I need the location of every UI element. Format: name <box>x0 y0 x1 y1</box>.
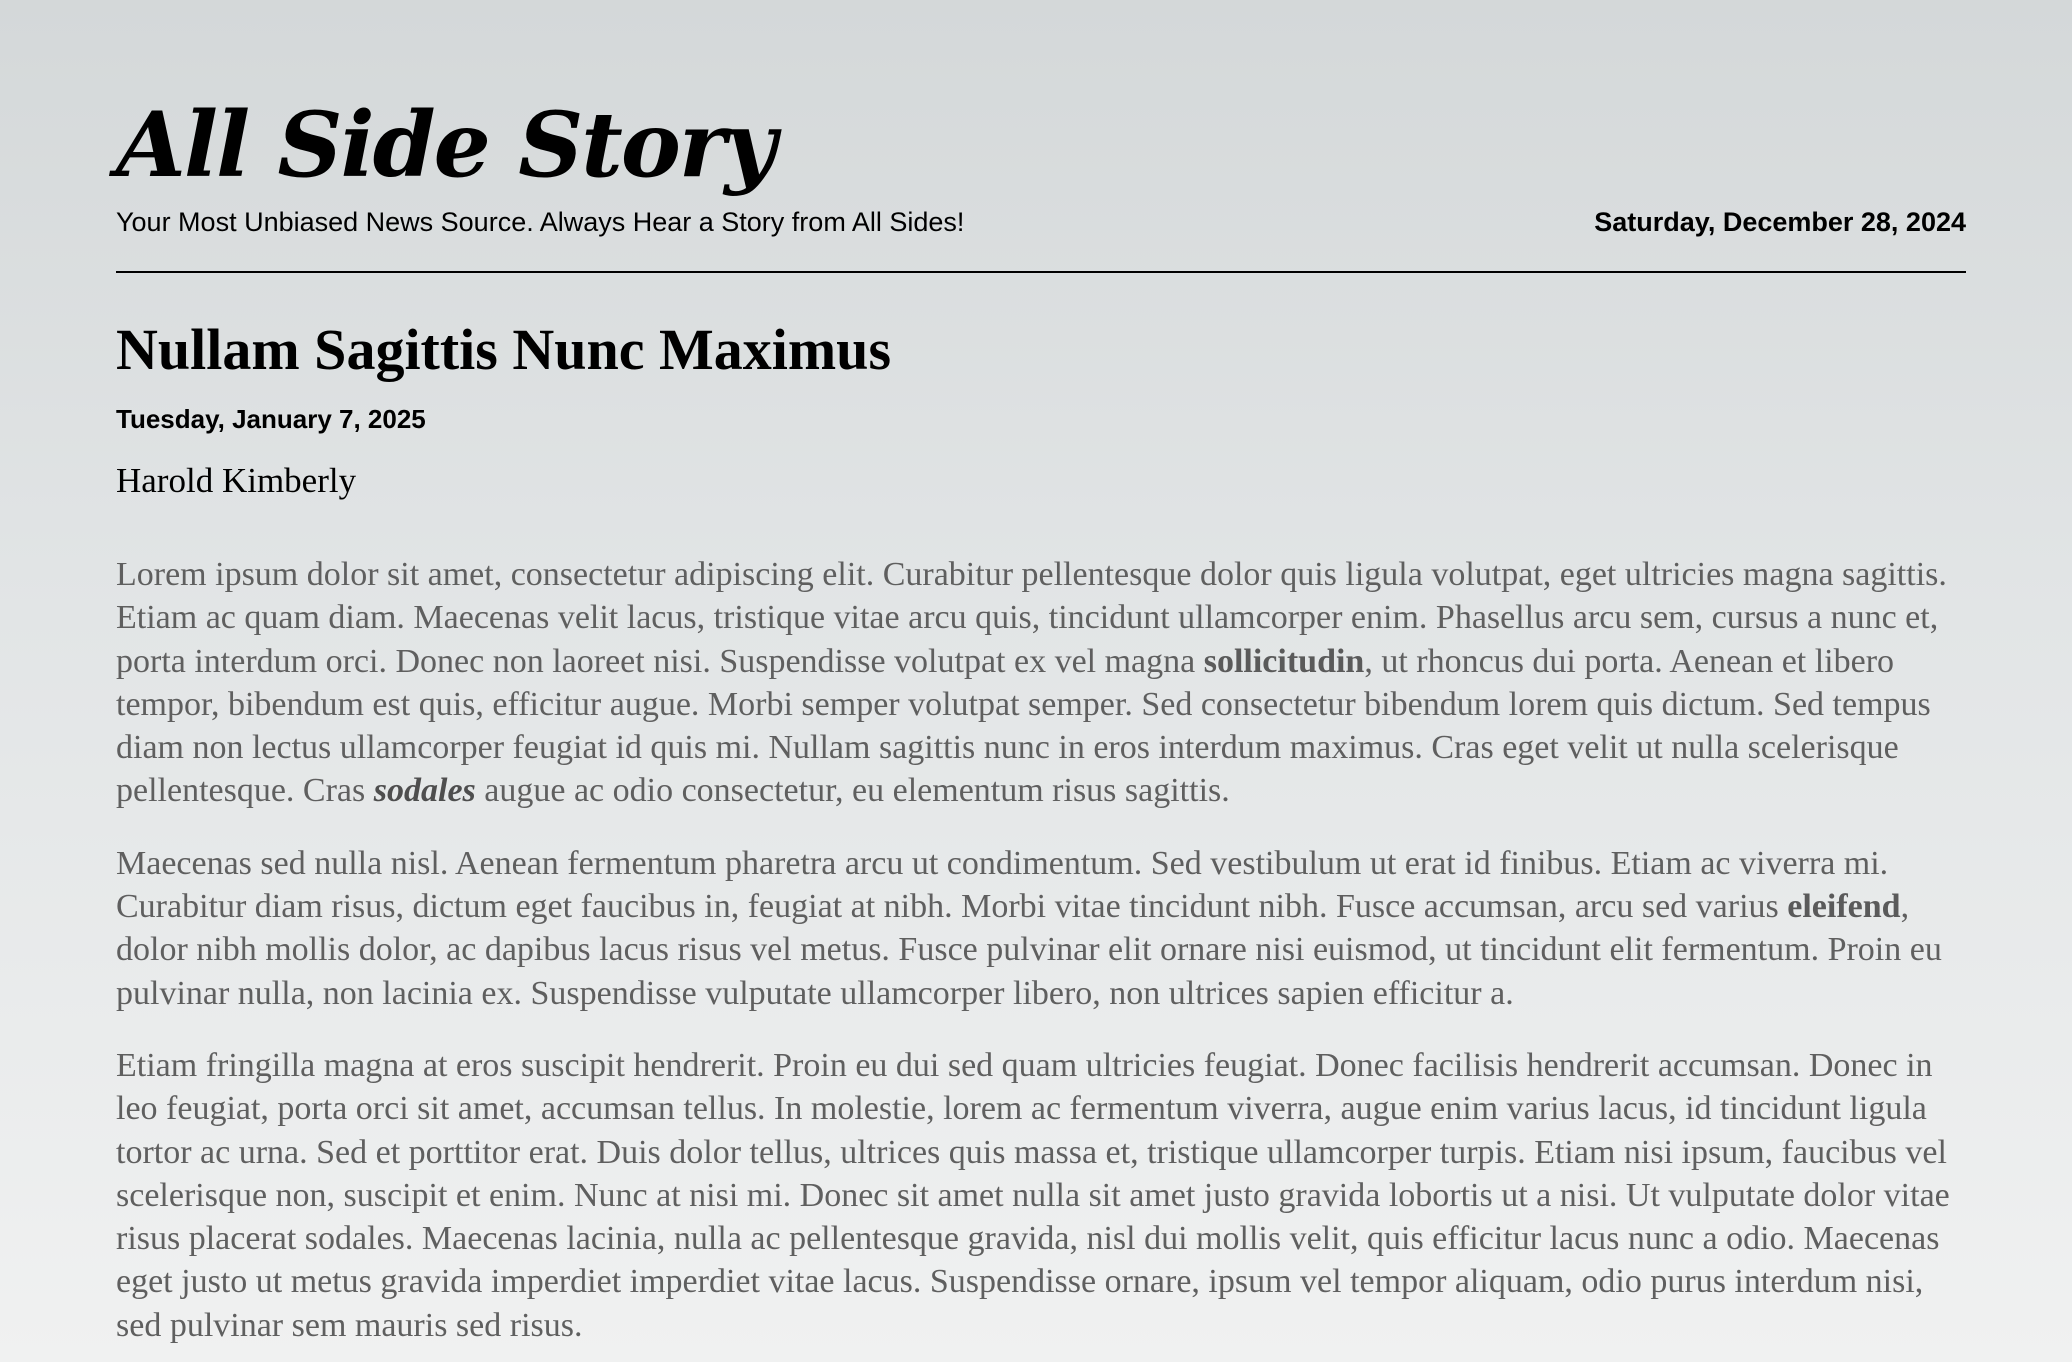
tagline-row <box>116 207 1966 238</box>
article-title: Nullam Sagittis Nunc Maximus <box>116 317 892 382</box>
issue-date: Saturday, December 28, 2024 <box>1594 207 1966 237</box>
paragraph-text: Maecenas sed nulla nisl. Aenean fermentum pharetra arcu ut condimentum. Sed vestibulum ut erat id finibus. Etiam ac viverra mi. Curabitur diam risus, dictum eget faucibus in, feugiat at nibh. Morbi vitae tincidunt nibh. Fusce accumsan, arcu sed varius <box>116 844 1889 926</box>
site-tagline: Your Most Unbiased News Source. Always Hear a Story from All Sides! <box>116 207 965 237</box>
article-paragraph <box>116 1044 1966 1347</box>
page <box>116 0 1966 1347</box>
article-body <box>116 553 1966 1347</box>
site-title[interactable]: All Side Story <box>116 92 775 198</box>
article <box>116 315 1966 1347</box>
paragraph-text: augue ac odio consectetur, eu elementum risus sagittis. <box>475 772 1230 810</box>
article-paragraph <box>116 842 1966 1015</box>
article-date: Tuesday, January 7, 2025 <box>116 404 426 434</box>
paragraph-text: Etiam fringilla magna at eros suscipit hendrerit. Proin eu dui sed quam ultricies feugiat. Donec facilisis hendrerit accumsan. Donec in leo feugiat, porta orci sit amet, accumsan tellus. In molestie, lorem ac fermentum viverra, augue enim varius lacus, id tincidunt ligula tortor ac urna. Sed et porttitor erat. Duis dolor tellus, ultrices quis massa et, tristique ullamcorper turpis. Etiam nisi ipsum, faucibus vel scelerisque non, suscipit et enim. Nunc at nisi mi. Donec sit amet nulla sit amet justo gravida lobortis ut a nisi. Ut vulputate dolor vitae risus placerat sodales. Maecenas lacinia, nulla ac pellentesque gravida, nisl dui mollis velit, quis efficitur lacus nunc a odio. Maecenas eget justo ut metus gravida imperdiet imperdiet vitae lacus. Suspendisse ornare, ipsum vel tempor aliquam, odio purus interdum nisi, sed pulvinar sem mauris sed risus. <box>116 1046 1950 1344</box>
article-paragraph <box>116 553 1966 813</box>
paragraph-text: , dolor nibh mollis dolor, ac dapibus lacus risus vel metus. Fusce pulvinar elit ornare nisi euismod, ut tincidunt elit fermentum. Proin eu pulvinar nulla, non lacinia ex. Suspendisse vulputate ullamcorper libero, non ultrices sapien efficitur a. <box>116 888 1942 1012</box>
bold-text: sollicitudin <box>1203 642 1365 680</box>
paragraph-text: Lorem ipsum dolor sit amet, consectetur adipiscing elit. Curabitur pellentesque dolor quis ligula volutpat, eget ultricies magna sagittis. Etiam ac quam diam. Maecenas velit lacus, tristique vitae arcu quis, tincidunt ullamcorper enim. Phasellus arcu sem, cursus a nunc et, porta interdum orci. Donec non laoreet nisi. Suspendisse volutpat ex vel magna <box>116 556 1947 680</box>
paragraph-text: , ut rhoncus dui porta. Aenean et libero tempor, bibendum est quis, efficitur augue. Morbi semper volutpat semper. Sed consectetur bibendum lorem quis dictum. Sed tempus diam non lectus ullamcorper feugiat id quis mi. Nullam sagittis nunc in eros interdum maximus. Cras eget velit ut nulla scelerisque pellentesque. Cras <box>116 642 1931 810</box>
masthead <box>116 92 1966 271</box>
bold-text: eleifend <box>1787 888 1901 926</box>
masthead-divider <box>116 271 1966 273</box>
bold-italic-text: sodales <box>373 772 476 810</box>
article-author: Harold Kimberly <box>116 461 357 500</box>
